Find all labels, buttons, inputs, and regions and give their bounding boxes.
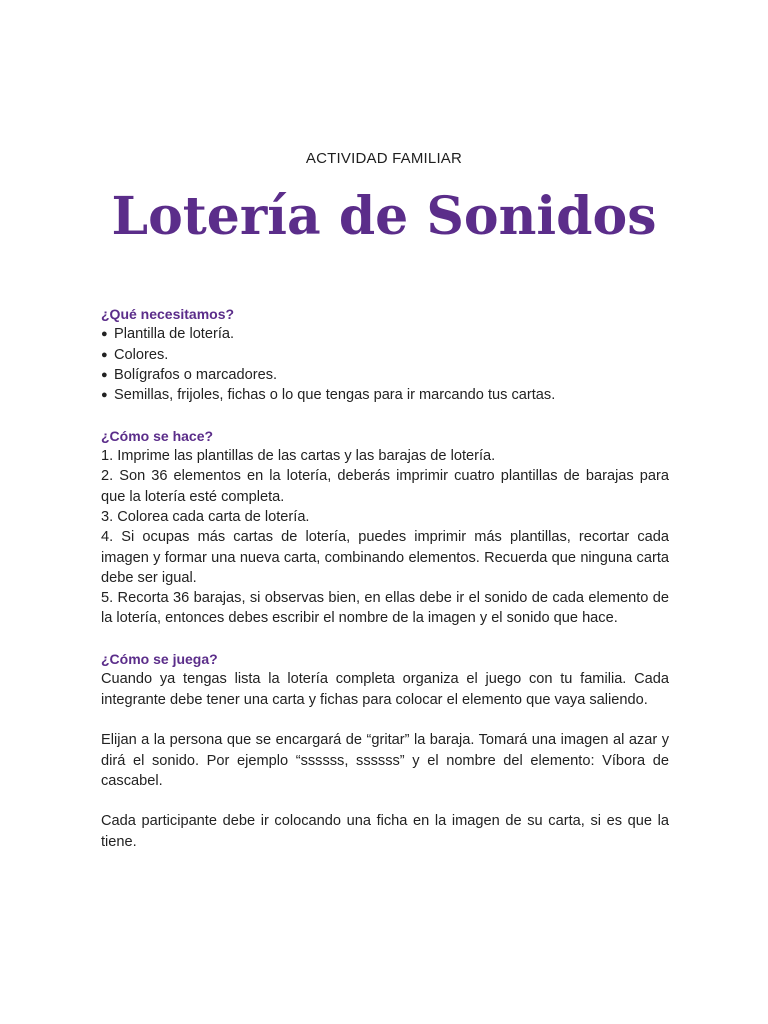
list-item	[101, 385, 669, 405]
bullet-dot-icon: ●	[101, 389, 108, 402]
steps-section	[101, 426, 669, 629]
section-kicker: ACTIVIDAD FAMILIAR	[305, 150, 463, 167]
materials-heading: ¿Qué necesitamos?	[101, 306, 235, 322]
steps-list	[101, 446, 669, 629]
list-item-text: Colores.	[114, 346, 169, 363]
bullet-dot-icon: ●	[101, 368, 108, 381]
play-heading: ¿Cómo se juega?	[101, 651, 218, 668]
steps-heading: ¿Cómo se hace?	[101, 427, 214, 444]
bullet-dot-icon: ●	[101, 348, 108, 361]
paragraph-text: Cada participante debe ir colocando una ficha en la imagen de su carta, si es que la tiene.	[101, 813, 669, 850]
document-body	[101, 304, 669, 872]
list-item	[101, 365, 669, 385]
list-item-text: Bolígrafos o marcadores.	[114, 366, 278, 383]
materials-section	[101, 304, 669, 405]
step-item: 3. Colorea cada carta de lotería.	[101, 508, 310, 525]
play-paragraph	[101, 730, 669, 791]
step-item: 2. Son 36 elementos en la lotería, deberás imprimir cuatro plantillas de barajas para que la lotería esté completa.	[101, 468, 669, 505]
play-section	[101, 649, 669, 852]
step-item: 4. Si ocupas más cartas de lotería, puedes imprimir más plantillas, recortar cada imagen y formar una nueva carta, combinando elementos. Recuerda que ninguna carta debe ser igual.	[101, 529, 669, 586]
list-item-text: Semillas, frijoles, fichas o lo que tengas para ir marcando tus cartas.	[114, 387, 556, 404]
paragraph-text: Elijan a la persona que se encargará de “gritar” la baraja. Tomará una imagen al azar y dirá el sonido. Por ejemplo “ssssss, ssssss” y el nombre del elemento: Víbora de cascabel.	[101, 732, 669, 789]
paragraph-text: Cuando ya tengas lista la lotería completa organiza el juego con tu familia. Cada integrante debe tener una carta y fichas para colocar el elemento que vaya saliendo.	[101, 671, 669, 708]
materials-list	[101, 324, 669, 405]
list-item-text: Plantilla de lotería.	[114, 326, 235, 343]
list-item	[101, 324, 669, 344]
step-item: 1. Imprime las plantillas de las cartas y las barajas de lotería.	[101, 448, 496, 465]
page-title: Lotería de Sonidos	[111, 186, 657, 247]
step-item: 5. Recorta 36 barajas, si observas bien, en ellas debe ir el sonido de cada elemento de la lotería, entonces debes escribir el nombre de la imagen y el sonido que hace.	[101, 590, 669, 627]
play-paragraph	[101, 669, 669, 710]
bullet-dot-icon: ●	[101, 328, 108, 341]
list-item	[101, 345, 669, 365]
play-paragraph	[101, 811, 669, 852]
